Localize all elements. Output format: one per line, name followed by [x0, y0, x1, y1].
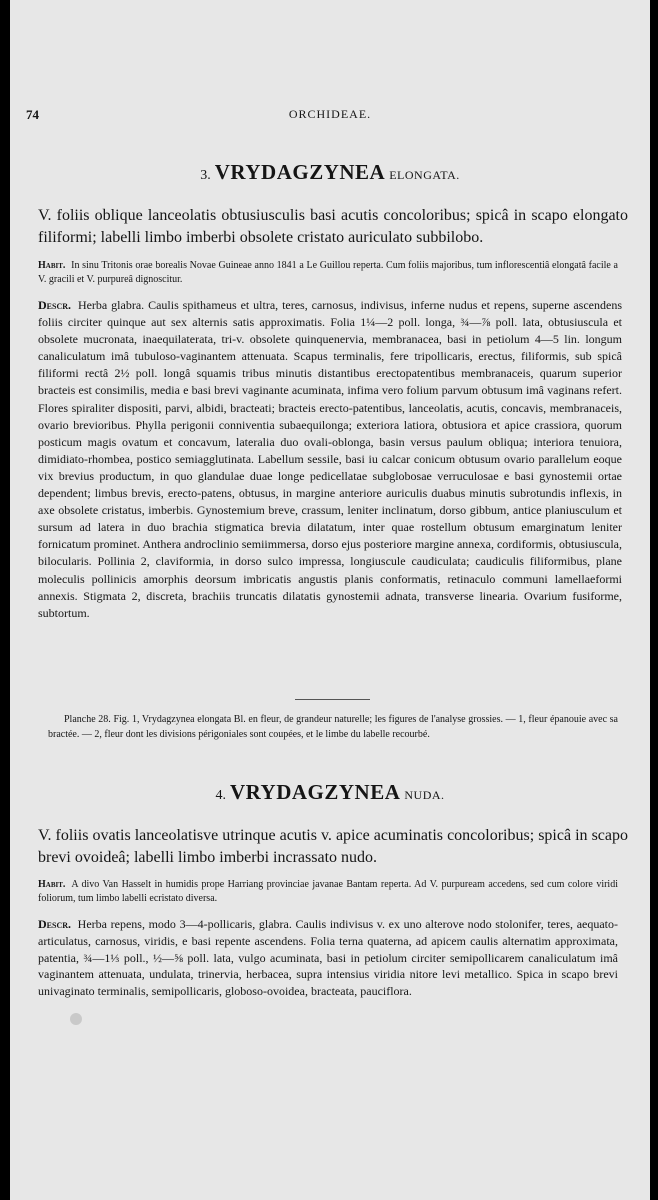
- species-4-descr-label: Descr.: [38, 917, 72, 931]
- species-4-genus: VRYDAGZYNEA: [229, 780, 401, 804]
- species-4-diagnosis: V. foliis ovatis lanceolatisve utrinque acutis v. apice acuminatis concoloribus; spicâ in scapo brevi ovoideâ; labelli limbo imberbi incrassato nudo.: [38, 827, 628, 866]
- species-4-description: [38, 916, 618, 1000]
- species-3-habit-text: In sinu Tritonis orae borealis Novae Guineae anno 1841 a Le Guillou reperta. Cum foliis majoribus, tum inflorescentiâ elongatâ facile a V. gracili et V. purpureâ dignoscitur.: [38, 260, 618, 285]
- species-3-heading: [10, 160, 650, 185]
- running-title: ORCHIDEAE.: [288, 107, 372, 121]
- species-3-diagnosis: V. foliis oblique lanceolatis obtusiusculis basi acutis concoloribus; spicâ in scapo elongato filiformi; labelli limbo imberbi obsolete cristato auriculato subbilobo.: [38, 207, 628, 246]
- species-3-genus: VRYDAGZYNEA: [214, 160, 386, 184]
- species-3-habit: [38, 259, 618, 287]
- species-3-descr-text: Herba glabra. Caulis spithameus et ultra, teres, carnosus, indivisus, inferne nudus et repens, superne ascendens foliis circiter quinque aut sex alternis satis approximatis. Folia 1¼—2 poll. longa, ¾—⅞ poll. lata, obtusiuscula et obsolete mucronata, inaequilaterata, tri-v. obsolete quinquenervia, membranacea, basi in petiolum 4—5 lin. longum canaliculatum imâ tubuloso-vaginantem attenuata. Scapus terminalis, fere tripollicaris, erectus, filiformis, sub spicâ filiformi rectâ 2½ poll. longâ squamis tribus minutis distantibus erectopatentibus membranaceis, quarum superior bracteis est consimilis, media e basi brevi vaginante acuminata, infima vero folium parvum obtusum imâ vaginans refert. Flores spiraliter dispositi, parvi, albidi, bracteati; bracteis erecto-patentibus, lanceolatis, acutis, concavis, membranaceis, ovario brevioribus. Phylla perigonii conniventia subaequilonga; exteriora latiora, obtusiora et apice crassiora, quorum posticum magis ovatum et concavum, lateralia duo ovali-oblonga, basin versus paulum obliqua; interiora tenuiora, dimidiato-rhombea, postico semiagglutinata. Labellum sessile, basi iu calcar conicum obtusum ovario parallelum eoque vix brevius productum, in quo glandulae duae longe pedicellatae subglobosae verruculosae e basi gynostemii ortae dependent; limbus brevis, erecto-patens, obtusus, in margine anteriore auriculis duabus minutis subrotundis inflexis, in axe obsolete cristatus, imberbis. Gynostemium breve, crassum, leniter inclinatum, dorso gibbum, antice planiusculum et sursum ad latera in duo brachia stigmatica brevia dilatatum, inter quae rostellum obtusum emarginatum leniter fornicatum prominet. Anthera androclinio semiimmersa, dorso ejus posteriore margine annexa, cordiformis, obtusiuscula, bilocularis. Pollinia 2, claviformia, in dorso sulco impressa, longiuscule caudiculata; caudiculis filiformibus, plane moleculis pollinicis amorphis deorsum imbricatis angustis planis conformatis, retinaculo communi lamellaeformi annexis. Stigmata 2, discreta, brachiis truncatis dilatatis gynostemii adnata, transverse linearia. Ovarium fusiforme, subtortum.: [38, 298, 622, 620]
- species-4-habit-text: A divo Van Hasselt in humidis prope Harriang provinciae javanae Bantam reperta. Ad V. purpuream accedens, sed cum colore viridi foliorum, tum limbo labelli ecristato diversa.: [38, 879, 618, 904]
- book-page: [10, 0, 650, 1200]
- species-3-epithet: ELONGATA.: [389, 168, 460, 182]
- species-4-heading: [10, 780, 650, 805]
- species-4-habit: [38, 878, 618, 906]
- species-3-description: [38, 297, 622, 622]
- page-number: 74: [26, 107, 39, 122]
- plate-caption: Planche 28. Fig. 1, Vrydagzynea elongata Bl. en fleur, de grandeur naturelle; les figures de l'analyse grossies. — 1, fleur épanouie avec sa bractée. — 2, fleur dont les divisions périgoniales sont coupées, et le limbe du labelle recourbé.: [48, 714, 618, 740]
- species-4-epithet: NUDA.: [404, 788, 445, 802]
- species-3-habit-label: Habit.: [38, 260, 66, 271]
- ink-blot: [70, 1013, 82, 1025]
- divider-rule: [295, 699, 370, 700]
- species-4-habit-label: Habit.: [38, 879, 66, 890]
- running-head: [10, 107, 650, 127]
- species-4-number: 4.: [215, 788, 226, 803]
- species-3-number: 3.: [200, 168, 211, 183]
- species-3-descr-label: Descr.: [38, 298, 72, 312]
- species-4-descr-text: Herba repens, modo 3—4-pollicaris, glabra. Caulis indivisus v. ex uno alterove nodo stolonifer, teres, aequato-articulatus, carnosus, viridis, e basi repente ascendens. Folia terna quaterna, ad apicem caulis alternatim approximata, patentia, ¾—1⅓ poll., ½—⅝ poll. lata, vulgo acuminata, basi in petiolum circiter semipollicarem canaliculatum imâ vaginantem attenuata, undulata, trinervia, herbacea, supra intensius viridia nitore levi metallico. Spica in scapo brevi univaginato terminalis, semipollicaris, globoso-ovoidea, bracteata, pauciflora.: [38, 917, 618, 999]
